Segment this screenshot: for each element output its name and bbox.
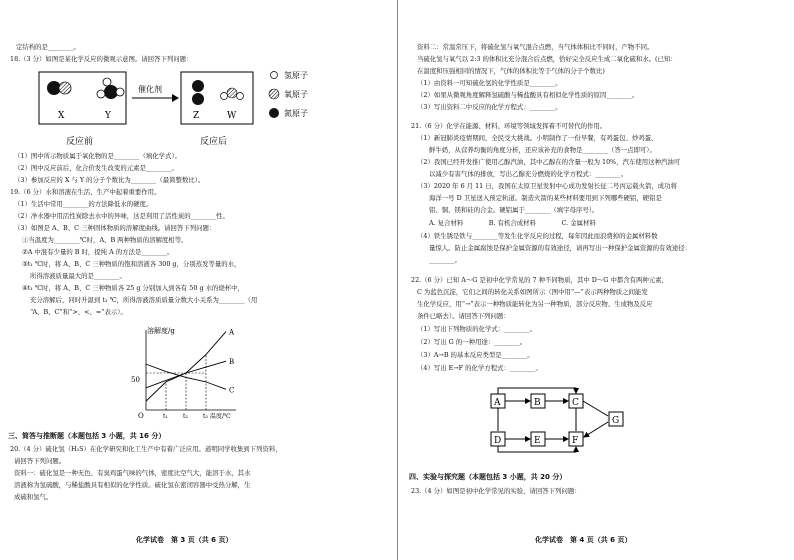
q20-material2: 资料二：常温常压下，将硫化氢与氧气混合点燃，当气体体积比不同时，产物不同。 [417,43,654,51]
q21-part4: （4）铁生锈是铁与________等发生化学反应的过程，每年因此而浪费掉的金属材料数 [417,232,658,240]
page-footer: 化学试卷 第 4 页（共 6 页） [535,536,632,544]
q22-part3: （3）A→B 的基本反应类型是________。 [417,351,534,359]
x-tick-label: t₃ [203,413,208,420]
q19-part3: （3）如图是 A、B、C 三种固体物质的溶解度曲线。请回答下列问题： [14,224,216,232]
node-f: F [572,436,579,446]
node-b: B [534,398,541,408]
question-20: 20.（4 分）硫化氢（H₂S）在化学研究和化工生产中有着广泛应用。道明同学收集到下列资料， [10,445,282,453]
y-axis-label: 溶解度/g [147,327,175,335]
question-18: 18.（3 分）如图是某化学反应的微观示意图。请回答下列问题： [10,55,193,63]
edge-d-f [498,446,576,452]
solubility-chart [118,322,248,422]
question-23: 23.（4 分）如图是初中化学常见的实验，请回答下列问题： [411,487,581,495]
q21-options: A. 复合材料 B. 有机合成材料 C. 金属材料 [429,219,596,227]
legend-hydrogen-icon [271,72,278,79]
q22-part2: （2）写出 G 的一种用途：________。 [417,338,527,346]
q19-part1: （1）生活中常用________的方法降低水的硬度。 [14,200,153,208]
reactant-x-label: X [58,111,65,121]
reaction-diagram [34,66,374,150]
q19-sub3: ③t₁ ℃时，将 A、B、C 三种物质的饱和溶液各 300 g，分别蒸发等量的水， [22,260,241,268]
q21-part3-cont: 海洋一号 D 卫星送入预定轨道。制造火箭的某些材料要用到下列哪些硬铝，硬铝是 [429,194,662,202]
legend-oxygen: 氧原子 [284,90,308,99]
q21-part3: （3）2020 年 6 月 11 日，我国在太原卫星发射中心成功发射长征二号丙运载火箭，成功将 [417,182,677,190]
legend-nitrogen-icon [269,108,279,118]
q20-part2: （2）如果从微观角度解释氢硫酸与稀盐酸具有相似化学性质的原因________。 [417,91,639,99]
question-21: 21.（6 分）化学在能源、材料、环境等领域发挥着不可替代的作用。 [411,122,607,130]
catalyst-label: 催化剂 [138,85,162,94]
q21-part2-cont: 以减少有害气体的排放，写出乙醇充分燃烧的化学方程式：________。 [429,170,628,178]
oxygen-atom-icon [60,83,71,94]
section-3-heading: 三、简答与推断题（本题包括 3 小题，共 16 分） [8,432,166,440]
q20-part3: （3）写出资料二中反应的化学方程式：________。 [417,103,562,111]
y-tick-label: 50 [131,376,140,384]
node-e: E [534,436,541,446]
q22-cont2: 生化学反应，用“→”表示一种物质能转化为另一种物质，部分反应物、生成物及反应 [417,300,653,308]
q19-part2: （2）净水器中用活性炭除去水中的异味，这是利用了活性炭的________性。 [14,212,229,220]
q19-sub3-cont: 所得溶液质量最大的是________。 [30,272,126,280]
q20-material2-cont2: 在温度和压强相同的情况下，气体的体积比等于气体的分子个数比) [417,67,605,75]
q20-material1: 资料一：硫化氢是一种无色、有臭鸡蛋气味的气体，密度比空气大，能溶于水，其水 [14,469,251,477]
q18-part2: （2）图中反应前后，化合价发生改变的元素是________。 [14,164,178,172]
series-C-label: C [229,386,235,395]
q20-material1-cont: 溶液称为氢硫酸，与稀盐酸具有相似的化学性质。硫化氢在密闭容器中受热分解，生 [14,481,251,489]
q19-sub4-cont2: “A、B、C”和“>、<、=”表示）。 [30,308,127,316]
q22-cont3: 条件已略去）。请回答下列问题： [417,312,510,320]
q20-material2-cont: 当硫化氢与氧气以 2:3 的体积比充分混合后点燃，恰好完全反应生成二氧化硫和水。(已知： [417,55,677,63]
arrow-icon [172,94,179,102]
q21-part1-cont: 鲜牛奶，从营养均衡的角度分析，还应该补充的食物是________（答一点即可）。 [429,146,656,154]
q21-part3-cont2: 铝、铜、镁和硅的合金。硬铝属于________（填字母序号）。 [429,206,599,214]
product-z-label: Z [193,111,200,121]
page-divider [397,0,398,560]
edge-g-f [584,422,608,437]
q22-cont: C 为蓝色沉淀，它们之间的转化关系如图所示（图中用“—”表示两种物质之间能发 [417,288,648,296]
q20-material1-cont2: 成硫和氢气。 [14,493,53,501]
q19-sub2: ②A 中混有少量的 B 时，提纯 A 的方法是________。 [22,248,174,256]
page-footer: 化学试卷 第 3 页（共 6 页） [136,536,233,544]
x-tick-label: t₂ [183,413,188,420]
reactant-y-label: Y [105,111,111,121]
legend-oxygen-icon [269,89,279,99]
q20-cont: 请回答下列问题。 [14,457,66,465]
page-4 [399,0,794,560]
q21-part4-cont2: ________。 [429,256,461,264]
q19-sub4-cont: 充分溶解后，同时升温到 t₃ ℃，所得溶液溶质质量分数大小关系为________（用 [30,296,258,304]
node-c: C [572,398,579,408]
node-d: D [494,436,502,446]
node-g: G [612,416,620,426]
section-4-heading: 四、实验与探究题（本题包括 3 小题，共 20 分） [409,473,567,481]
q21-part2: （2）我国已经开发推广使用乙醇汽油，其中乙醇在的含量一般为 10%，汽车使用这种汽油可 [417,158,681,166]
question-19: 19.（6 分）水和溶液在生活、生产中起着重要作用。 [10,188,161,196]
q19-sub4: ④t₁ ℃时，将 A、B、C 三种物质各 25 g 分别加入到各有 50 g 水的烧杯中， [22,284,244,292]
origin-label: O [138,412,144,420]
relation-diagram [483,384,633,456]
product-w-label: W [227,111,237,121]
legend-nitrogen: 氮原子 [284,109,308,118]
q22-part4: （4）写出 E→F 的化学方程式：________。 [417,364,542,372]
edge-c-g [583,401,608,416]
x-axis-label: 温度/℃ [210,413,231,420]
x-tick-label: t₁ [163,413,168,420]
page-3 [0,0,395,560]
series-B-label: B [229,358,235,367]
q21-part1: （1）新冠肺炎疫情期间，全民受大挑战。小明制作了一份早餐，有鸡蛋包、炒鸡蛋、 [417,134,658,142]
q22-part1: （1）写出下列物质的化学式：________。 [417,325,537,333]
q21-part4-cont: 量惊人。防止金属腐蚀是保护金属资源的有效途径，请再写出一种保护金属资源的有效途径： [429,244,692,252]
before-label: 反应前 [66,137,94,147]
q19-sub1: ①当温度为________℃时，A、B 两种物质的溶解度相等。 [22,236,188,244]
edge-a-c [498,388,576,394]
q20-part1: （1）由资料一可知硫化氢的化学性质是________。 [417,79,562,87]
node-a: A [494,398,501,408]
q18-part3: （3）参加反应的 X 与 Y 的分子个数比为________（最简整数比）。 [14,176,205,184]
series-A-label: A [229,328,235,337]
q18-part1: （1）图中所示物质属于氧化物的是________（填化学式）。 [14,152,182,160]
text-line: 定结构的是________。 [16,43,80,51]
question-22: 22.（6 分）已知 A～G 是初中化学常见的 7 种不同物质，其中 D～G 中都含有两种元素， [411,276,668,284]
legend-hydrogen: 氢原子 [284,71,308,80]
after-label: 反应后 [200,137,228,147]
